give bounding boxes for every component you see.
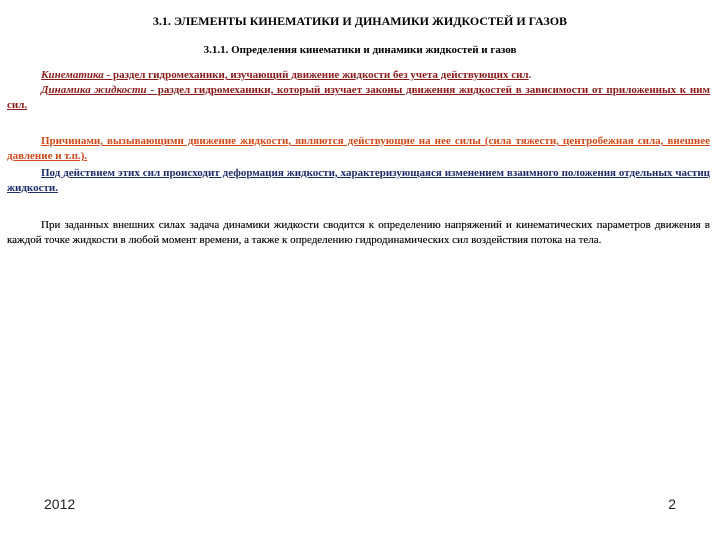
deformation-paragraph (7, 166, 710, 196)
section-title: 3.1. ЭЛЕМЕНТЫ КИНЕМАТИКИ И ДИНАМИКИ ЖИДКОСТЕЙ И ГАЗОВ (152, 14, 568, 28)
task-paragraph (7, 218, 710, 248)
page-number: 2 (668, 496, 676, 512)
task-text: При заданных внешних силах задача динамики жидкости сводится к определению напряжений и кинематических параметров движения в каждой точке жидкости в любой момент времени, а также к определению гидродинамических сил воздействия потока на тела. (7, 219, 710, 246)
footer-year: 2012 (44, 496, 76, 512)
term-dynamics: Динамика жидкости (41, 84, 147, 96)
causes-paragraph (7, 134, 710, 164)
definition-kinematics: - раздел гидромеханики, изучающий движение жидкости без учета действующих сил (103, 69, 529, 81)
deformation-text: Под действием этих сил происходит деформация жидкости, характеризующаяся изменением взаимного положения отдельных частиц жидкости. (7, 167, 710, 194)
definition-kinematics-end: . (528, 69, 532, 81)
definitions-paragraph (7, 68, 710, 113)
definition-dynamics: - раздел гидромеханики, который изучает законы движения жидкостей в зависимости от приложенных к ним сил. (7, 84, 710, 111)
subsection-title: 3.1.1. Определения кинематики и динамики жидкостей и газов (203, 44, 517, 56)
causes-text: Причинами, вызывающими движение жидкости, являются действующие на нее силы (сила тяжести, центробежная сила, внешнее давление и т.п.). (7, 135, 710, 162)
term-kinematics: Кинематика (41, 69, 104, 81)
